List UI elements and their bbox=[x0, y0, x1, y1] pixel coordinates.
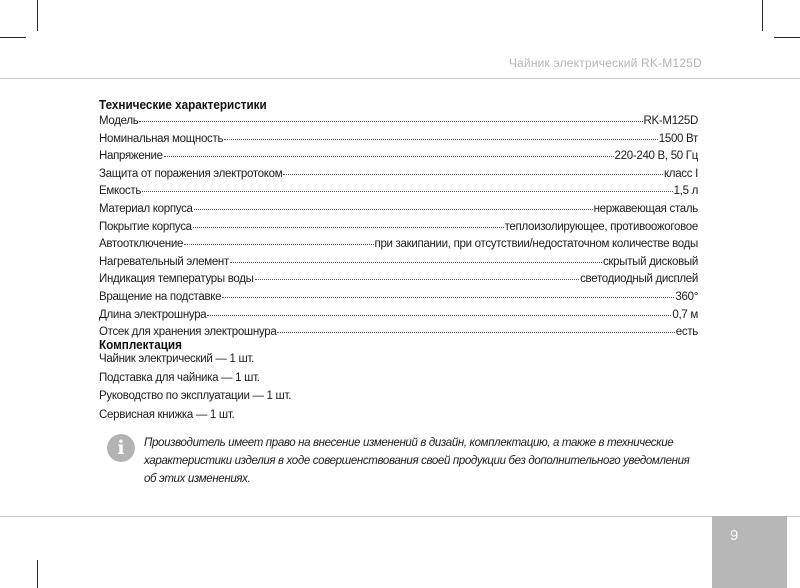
crop-mark-left-top bbox=[0, 37, 26, 38]
page-number-box bbox=[712, 516, 787, 588]
spec-value: RK-M125D bbox=[643, 115, 698, 127]
crop-mark-right-top bbox=[774, 37, 800, 38]
list-item: Подставка для чайника — 1 шт. bbox=[99, 371, 260, 384]
spec-value: 360° bbox=[675, 290, 698, 303]
leader-dots bbox=[193, 227, 504, 228]
leader-dots bbox=[255, 279, 579, 280]
spec-row bbox=[99, 185, 698, 203]
spec-key: Длина электрошнура bbox=[99, 308, 207, 321]
page-number: 9 bbox=[730, 527, 739, 544]
spec-row bbox=[99, 238, 698, 256]
spec-value: нержавеющая сталь bbox=[593, 202, 698, 215]
leader-dots bbox=[194, 209, 593, 210]
spec-value: 0,7 м bbox=[672, 308, 698, 321]
spec-value: 1,5 л bbox=[673, 185, 698, 198]
spec-row bbox=[99, 221, 698, 239]
spec-key: Защита от поражения электротоком bbox=[99, 167, 283, 180]
leader-dots bbox=[277, 332, 674, 333]
spec-key: Емкость bbox=[99, 185, 142, 198]
spec-key: Отсек для хранения электрошнура bbox=[99, 326, 277, 339]
kit-heading-block bbox=[99, 337, 698, 352]
header-divider bbox=[0, 78, 800, 79]
spec-row bbox=[99, 291, 698, 309]
leader-dots bbox=[207, 315, 671, 316]
leader-dots bbox=[164, 156, 614, 157]
spec-value: класс I bbox=[663, 167, 698, 180]
spec-row bbox=[99, 168, 698, 186]
leader-dots bbox=[224, 139, 658, 140]
header-title: Чайник электрический RK-M125D bbox=[508, 56, 702, 70]
spec-key: Вращение на подставке bbox=[99, 290, 222, 303]
spec-row bbox=[99, 115, 698, 133]
list-item: Чайник электрический — 1 шт. bbox=[99, 353, 254, 365]
spec-key: Напряжение bbox=[99, 150, 163, 163]
list-item: Сервисная книжка — 1 шт. bbox=[99, 408, 235, 421]
crop-mark-top-left bbox=[37, 0, 38, 31]
note-text: Производитель имеет право на внесение изменений в дизайн, комплектацию, а также в технические характеристики изделия в ходе совершенствования своей продукции без дополнительного уведомления об этих изменениях. bbox=[144, 437, 690, 485]
spec-value: светодиодный дисплей bbox=[580, 273, 698, 286]
leader-dots bbox=[142, 191, 673, 192]
spec-row bbox=[99, 150, 698, 168]
spec-row bbox=[99, 256, 698, 274]
list-item: Руководство по эксплуатации — 1 шт. bbox=[99, 390, 292, 402]
kit-title: Комплектация bbox=[99, 337, 182, 352]
info-icon: i bbox=[107, 434, 135, 462]
footer-divider bbox=[0, 516, 800, 517]
specs-title: Технические характеристики bbox=[99, 97, 267, 112]
spec-key: Модель bbox=[99, 115, 139, 127]
leader-dots bbox=[184, 244, 373, 245]
spec-key: Автоотключение bbox=[99, 238, 184, 251]
spec-key: Номинальная мощность bbox=[99, 132, 224, 145]
spec-row bbox=[99, 273, 698, 291]
spec-value: теплоизолирующее, противоожоговое bbox=[504, 220, 698, 233]
crop-mark-bottom-left bbox=[37, 560, 38, 588]
spec-value: при закипании, при отсутствии/недостаточном количестве воды bbox=[374, 238, 698, 251]
spec-row bbox=[99, 203, 698, 221]
spec-key: Индикация температуры воды bbox=[99, 273, 254, 286]
spec-row bbox=[99, 309, 698, 327]
specs-heading-block bbox=[99, 97, 698, 112]
spec-value: 1500 Вт bbox=[658, 132, 698, 145]
leader-dots bbox=[222, 297, 674, 298]
spec-row bbox=[99, 133, 698, 151]
spec-key: Нагревательный элемент bbox=[99, 255, 229, 268]
spec-value: есть bbox=[675, 326, 698, 339]
spec-key: Материал корпуса bbox=[99, 202, 193, 215]
spec-value: скрытый дисковый bbox=[602, 255, 698, 268]
leader-dots bbox=[230, 262, 602, 263]
kit-list bbox=[99, 353, 291, 427]
leader-dots bbox=[139, 121, 642, 122]
spec-list bbox=[99, 115, 698, 344]
leader-dots bbox=[283, 174, 663, 175]
crop-mark-top-right bbox=[762, 0, 763, 31]
spec-key: Покрытие корпуса bbox=[99, 220, 192, 233]
spec-value: 220-240 В, 50 Гц bbox=[614, 150, 698, 163]
